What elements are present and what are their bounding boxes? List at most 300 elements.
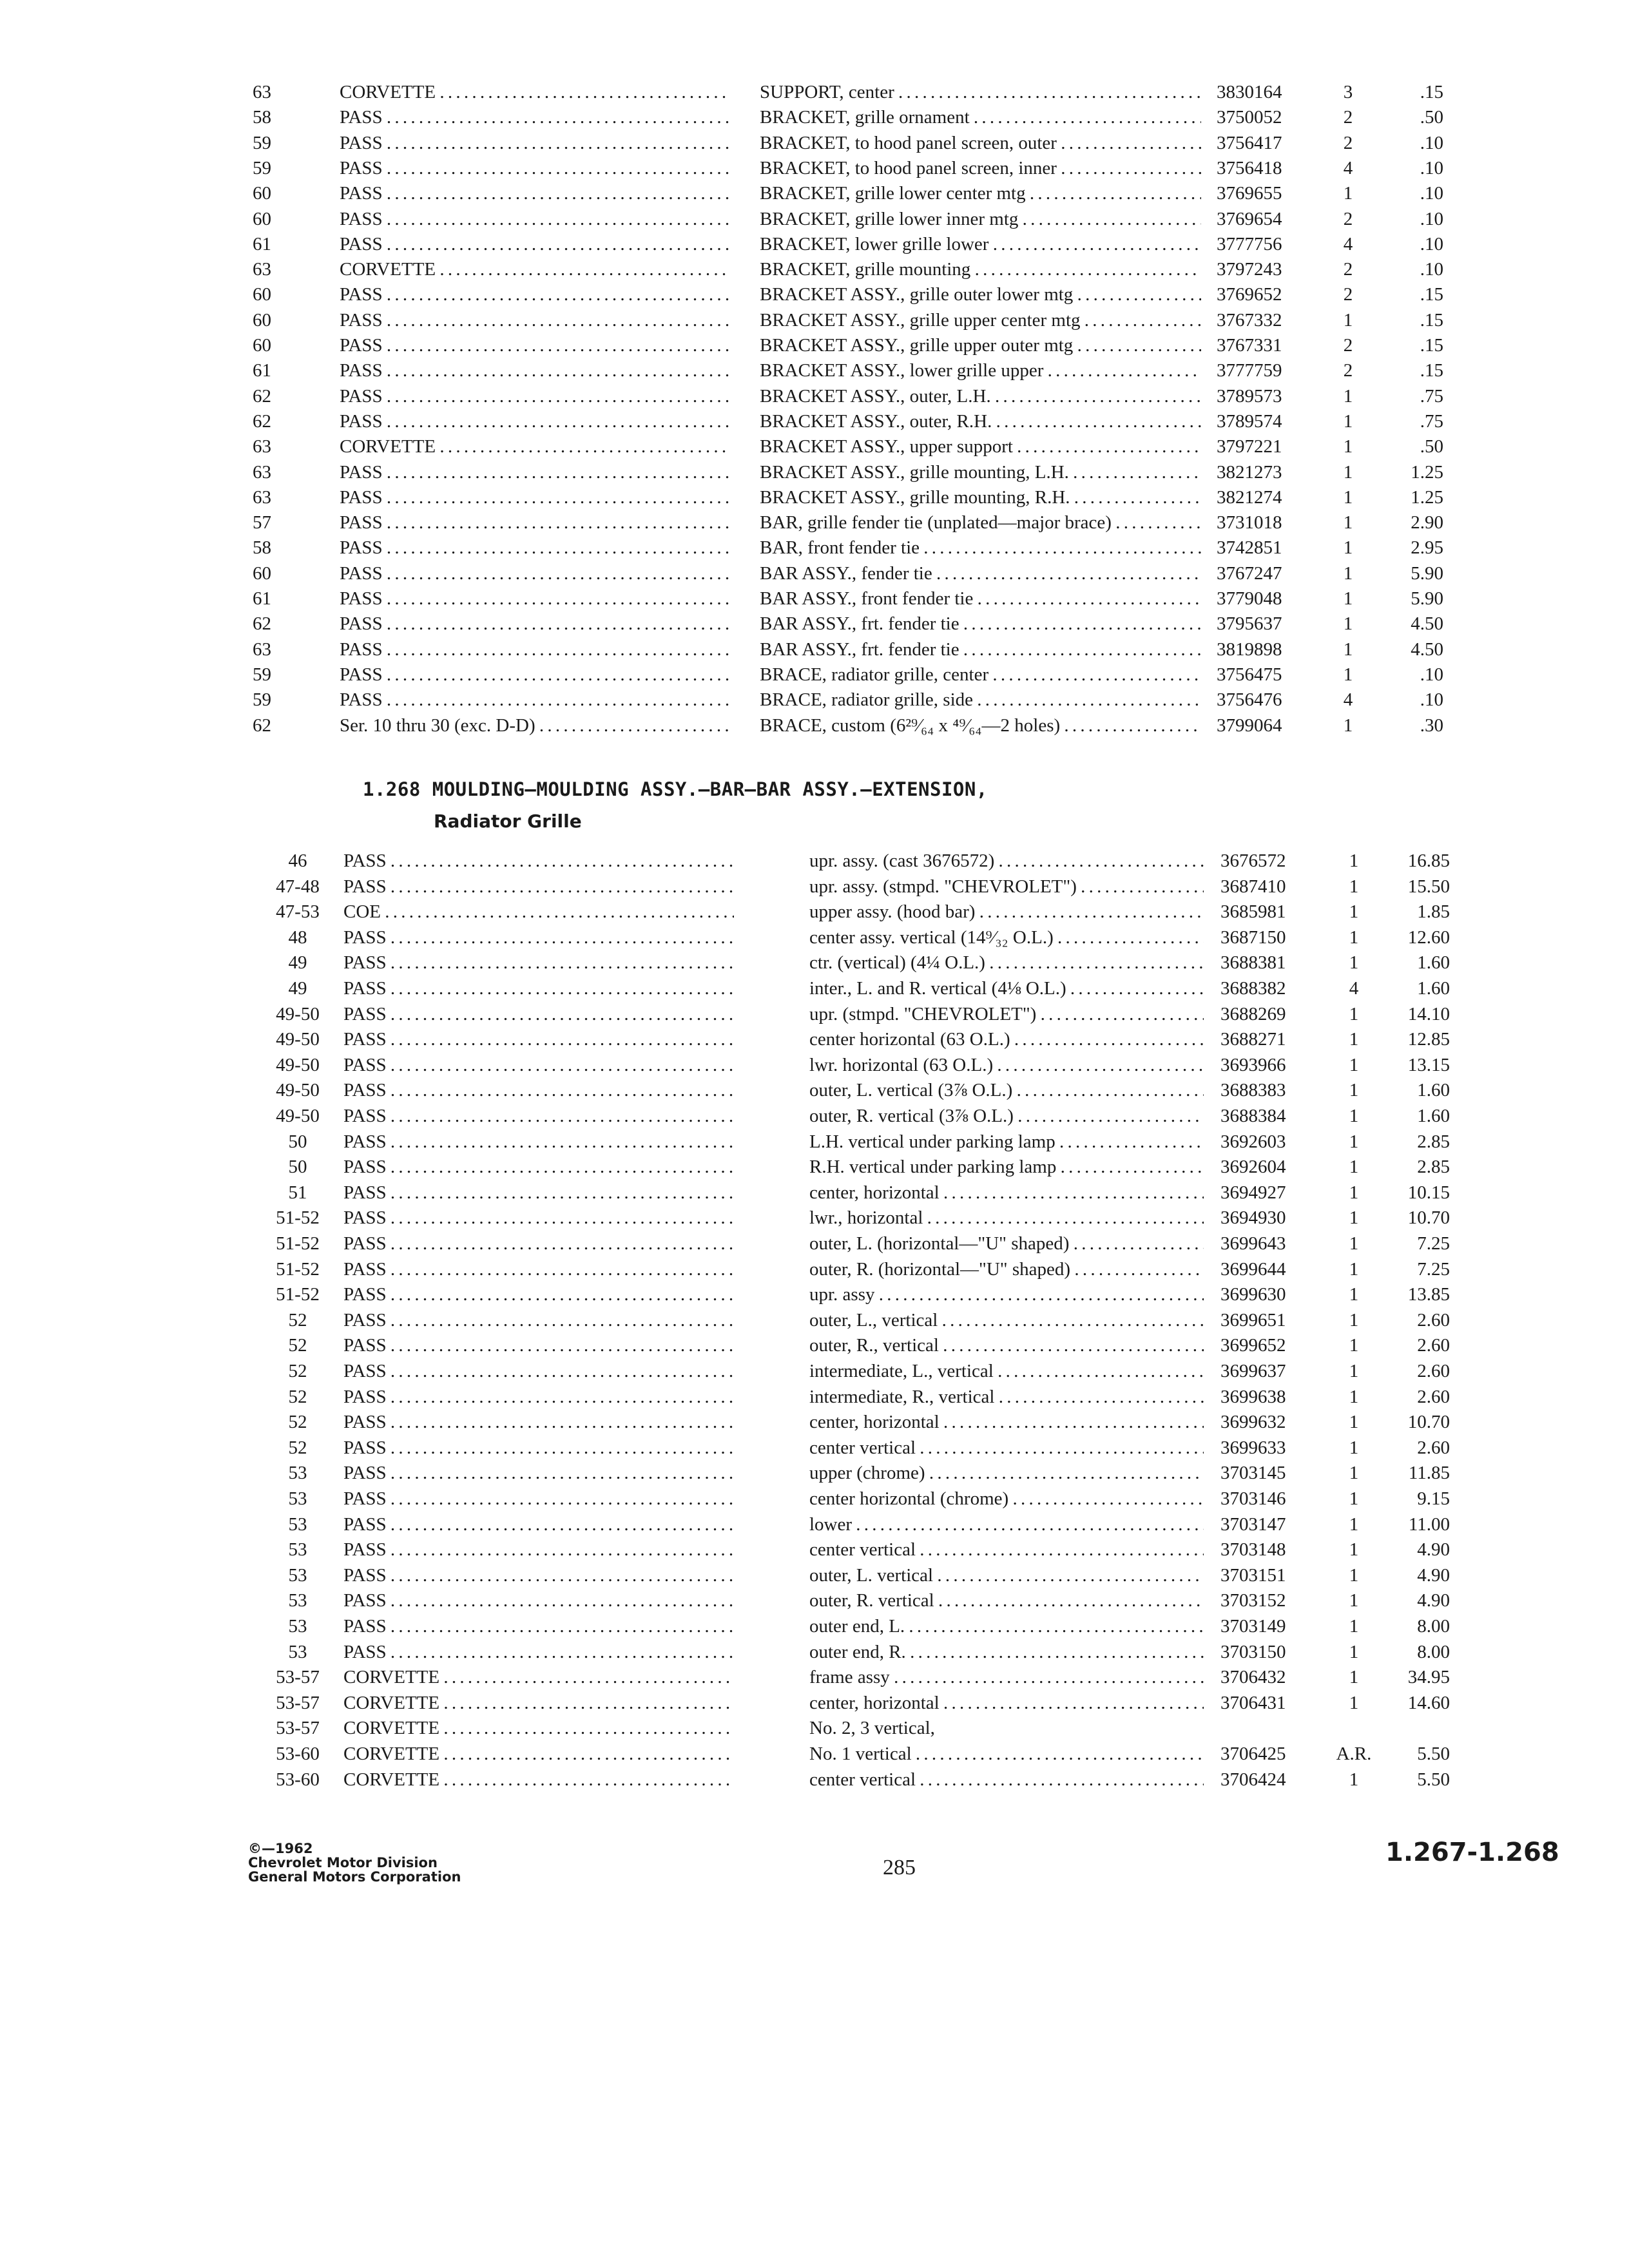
model-cell: PASS . . .: [343, 925, 734, 950]
table-row: [0, 1231, 1629, 1256]
price-cell: .15: [1420, 284, 1443, 305]
part-number-cell: 3789573: [1217, 385, 1282, 407]
part-number-cell: 3703151: [1220, 1564, 1286, 1586]
year-cell: 58: [253, 107, 271, 128]
table-row: [0, 1512, 1629, 1537]
quantity-cell: 1: [1349, 1564, 1359, 1586]
section-subheading: Radiator Grille: [434, 811, 582, 832]
description-cell: BAR ASSY., front fender tie . . .: [760, 586, 1201, 611]
part-number-cell: 3769655: [1217, 183, 1282, 204]
description-cell: center vertical . . .: [809, 1767, 1204, 1792]
description-cell: outer, L., vertical . . .: [809, 1307, 1204, 1333]
model-cell: PASS . . .: [340, 155, 729, 181]
table-row: [0, 713, 1629, 738]
part-number-cell: 3703152: [1220, 1590, 1286, 1611]
table-row: [0, 662, 1629, 687]
part-number-cell: 3687410: [1220, 876, 1286, 897]
model-cell: PASS . . .: [340, 485, 729, 510]
quantity-cell: 1: [1343, 461, 1353, 483]
table-row: [0, 485, 1629, 510]
description-cell: upper (chrome) . . .: [809, 1460, 1204, 1486]
table-row: [0, 637, 1629, 662]
quantity-cell: 1: [1349, 1258, 1359, 1280]
price-cell: .10: [1420, 183, 1443, 204]
model-cell: PASS . . .: [343, 1358, 734, 1384]
price-cell: .10: [1420, 664, 1443, 685]
description-cell: BRACKET, grille mounting . . .: [760, 256, 1201, 282]
quantity-cell: 1: [1349, 1769, 1359, 1790]
year-cell: 51-52: [276, 1258, 320, 1280]
quantity-cell: 1: [1349, 1616, 1359, 1637]
description-cell: upr. assy . . .: [809, 1282, 1204, 1307]
price-cell: 11.00: [1408, 1514, 1450, 1535]
quantity-cell: 1: [1349, 1182, 1359, 1203]
price-cell: 11.85: [1408, 1463, 1450, 1484]
description-cell: BRACKET ASSY., grille upper outer mtg . . .: [760, 332, 1201, 358]
model-cell: CORVETTE . . .: [343, 1767, 734, 1792]
part-number-cell: 3676572: [1220, 850, 1286, 871]
price-cell: .75: [1420, 385, 1443, 407]
part-number-cell: 3694930: [1220, 1207, 1286, 1229]
model-cell: PASS . . .: [343, 950, 734, 975]
table-row: [0, 1358, 1629, 1384]
quantity-cell: 1: [1343, 410, 1353, 432]
division-name: Chevrolet Motor Division: [248, 1855, 438, 1870]
year-cell: 49-50: [276, 1003, 320, 1024]
description-cell: BRACE, custom (6²⁹⁄₆₄ x ⁴⁹⁄₆₄—2 holes) . . .: [760, 713, 1201, 738]
quantity-cell: 1: [1343, 183, 1353, 204]
quantity-cell: 1: [1349, 1692, 1359, 1713]
part-number-cell: 3756418: [1217, 157, 1282, 178]
table-row: [0, 459, 1629, 485]
model-cell: PASS . . .: [340, 282, 729, 307]
model-cell: PASS . . .: [343, 975, 734, 1001]
table-row: [0, 256, 1629, 282]
table-row: [0, 231, 1629, 257]
year-cell: 53: [288, 1641, 307, 1662]
year-cell: 51-52: [276, 1233, 320, 1254]
table-row: [0, 104, 1629, 130]
model-cell: CORVETTE . . .: [340, 434, 729, 459]
description-cell: center vertical . . .: [809, 1435, 1204, 1461]
price-cell: 14.60: [1407, 1692, 1450, 1713]
quantity-cell: 1: [1343, 486, 1353, 508]
model-cell: COE . . .: [343, 899, 734, 925]
part-number-cell: 3694927: [1220, 1182, 1286, 1203]
table-row: [0, 1767, 1629, 1792]
quantity-cell: 1: [1343, 562, 1353, 584]
model-cell: PASS . . .: [340, 130, 729, 156]
model-cell: PASS . . .: [340, 332, 729, 358]
part-number-cell: 3756417: [1217, 132, 1282, 153]
year-cell: 59: [253, 157, 271, 178]
table-row: [0, 561, 1629, 586]
description-cell: center vertical . . .: [809, 1537, 1204, 1562]
price-cell: 1.60: [1417, 978, 1450, 999]
price-cell: 2.60: [1417, 1309, 1450, 1331]
quantity-cell: 2: [1343, 259, 1353, 280]
part-number-cell: 3731018: [1217, 512, 1282, 533]
year-cell: 59: [253, 132, 271, 153]
table-row: [0, 1486, 1629, 1512]
description-cell: outer, R. (horizontal—"U" shaped) . . .: [809, 1256, 1204, 1282]
year-cell: 53-60: [276, 1744, 320, 1764]
quantity-cell: 4: [1343, 157, 1353, 178]
part-number-cell: 3795637: [1217, 613, 1282, 635]
part-number-cell: 3767331: [1217, 335, 1282, 356]
part-number-cell: 3703147: [1220, 1514, 1286, 1535]
quantity-cell: 2: [1343, 284, 1353, 305]
year-cell: 52: [288, 1335, 307, 1356]
quantity-cell: 3: [1343, 82, 1353, 102]
table-row: [0, 1180, 1629, 1206]
model-cell: PASS . . .: [343, 1409, 734, 1435]
price-cell: 4.90: [1417, 1564, 1450, 1586]
price-cell: 4.50: [1411, 613, 1443, 635]
description-cell: intermediate, R., vertical . . .: [809, 1384, 1204, 1410]
model-cell: PASS . . .: [343, 1205, 734, 1231]
price-cell: .15: [1420, 360, 1443, 381]
part-number-cell: 3750052: [1217, 107, 1282, 128]
quantity-cell: 1: [1349, 952, 1359, 974]
year-cell: 53: [288, 1539, 307, 1561]
price-cell: 13.15: [1407, 1054, 1450, 1075]
model-cell: CORVETTE . . .: [343, 1690, 734, 1716]
part-number-cell: 3821274: [1217, 486, 1282, 508]
table-row: [0, 434, 1629, 459]
model-cell: PASS . . .: [343, 1332, 734, 1358]
part-number-cell: 3797221: [1217, 436, 1282, 457]
description-cell: BRACKET, grille ornament . . .: [760, 104, 1201, 130]
description-cell: BAR ASSY., frt. fender tie . . .: [760, 611, 1201, 637]
description-cell: R.H. vertical under parking lamp . . .: [809, 1154, 1204, 1180]
price-cell: 8.00: [1417, 1616, 1450, 1637]
quantity-cell: 1: [1349, 1207, 1359, 1229]
table-row: [0, 1103, 1629, 1129]
part-number-cell: 3699652: [1220, 1335, 1286, 1356]
table-row: [0, 1613, 1629, 1639]
part-number-cell: 3699632: [1220, 1412, 1286, 1433]
year-cell: 49: [288, 978, 307, 999]
year-cell: 52: [288, 1309, 307, 1331]
price-cell: 9.15: [1417, 1488, 1450, 1509]
model-cell: PASS . . .: [340, 206, 729, 232]
copyright-year: ©—1962: [248, 1841, 313, 1856]
price-cell: 2.60: [1417, 1361, 1450, 1381]
price-cell: 5.90: [1411, 562, 1443, 584]
section-heading: 1.268 MOULDING—MOULDING ASSY.—BAR—BAR ASSY.—EXTENSION,: [363, 778, 988, 800]
table-row: [0, 1690, 1629, 1716]
price-cell: 12.60: [1407, 927, 1450, 948]
description-cell: frame assy . . .: [809, 1664, 1204, 1690]
price-cell: 10.70: [1407, 1207, 1450, 1229]
description-cell: BRACKET, grille lower center mtg . . .: [760, 180, 1201, 206]
description-cell: ctr. (vertical) (4¼ O.L.) . . .: [809, 950, 1204, 975]
price-cell: 2.85: [1417, 1157, 1450, 1178]
price-cell: 2.85: [1417, 1131, 1450, 1152]
quantity-cell: 1: [1349, 1488, 1359, 1509]
year-cell: 63: [253, 82, 271, 102]
description-cell: outer, R. vertical . . .: [809, 1588, 1204, 1613]
price-cell: 12.85: [1407, 1029, 1450, 1050]
model-cell: PASS . . .: [343, 1512, 734, 1537]
year-cell: 47-48: [276, 876, 320, 897]
quantity-cell: 1: [1349, 1309, 1359, 1331]
quantity-cell: 2: [1343, 132, 1353, 153]
description-cell: center horizontal (chrome) . . .: [809, 1486, 1204, 1512]
table-row: [0, 206, 1629, 232]
description-cell: L.H. vertical under parking lamp . . .: [809, 1129, 1204, 1155]
description-cell: BRACKET ASSY., grille outer lower mtg . . .: [760, 282, 1201, 307]
year-cell: 53: [288, 1616, 307, 1637]
quantity-cell: 4: [1343, 233, 1353, 255]
part-number-cell: 3706424: [1220, 1769, 1286, 1790]
quantity-cell: 1: [1349, 1233, 1359, 1254]
quantity-cell: 1: [1343, 715, 1353, 736]
quantity-cell: 2: [1343, 107, 1353, 128]
model-cell: PASS . . .: [343, 1256, 734, 1282]
quantity-cell: 1: [1349, 1131, 1359, 1152]
table-row: [0, 1664, 1629, 1690]
model-cell: PASS . . .: [340, 611, 729, 637]
part-number-cell: 3693966: [1220, 1054, 1286, 1075]
year-cell: 46: [288, 850, 307, 871]
table-row: [0, 510, 1629, 535]
year-cell: 49-50: [276, 1080, 320, 1101]
part-number-cell: 3706431: [1220, 1692, 1286, 1713]
price-cell: 13.85: [1407, 1284, 1450, 1305]
model-cell: PASS . . .: [343, 1460, 734, 1486]
quantity-cell: 1: [1349, 1029, 1359, 1050]
year-cell: 63: [253, 461, 271, 483]
description-cell: lower . . .: [809, 1512, 1204, 1537]
description-cell: BRACE, radiator grille, center . . .: [760, 662, 1201, 687]
table-row: [0, 874, 1629, 899]
table-row: [0, 1332, 1629, 1358]
price-cell: 7.25: [1417, 1233, 1450, 1254]
quantity-cell: 1: [1349, 1335, 1359, 1356]
year-cell: 63: [253, 436, 271, 457]
quantity-cell: 1: [1349, 1361, 1359, 1381]
price-cell: 34.95: [1407, 1667, 1450, 1688]
quantity-cell: 1: [1349, 927, 1359, 948]
quantity-cell: 1: [1349, 1437, 1359, 1458]
table-row: [0, 307, 1629, 333]
price-cell: 1.85: [1417, 901, 1450, 923]
price-cell: 15.50: [1407, 876, 1450, 897]
table-row: [0, 358, 1629, 383]
model-cell: PASS . . .: [340, 662, 729, 687]
price-cell: .75: [1420, 410, 1443, 432]
price-cell: 2.60: [1417, 1335, 1450, 1356]
table-row: [0, 1639, 1629, 1665]
quantity-cell: 1: [1349, 1054, 1359, 1075]
model-cell: PASS . . .: [340, 535, 729, 561]
page-number: 285: [883, 1856, 916, 1879]
year-cell: 60: [253, 335, 271, 356]
description-cell: outer, R. vertical (3⅞ O.L.) . . .: [809, 1103, 1204, 1129]
price-cell: 2.60: [1417, 1437, 1450, 1458]
price-cell: .10: [1420, 689, 1443, 711]
description-cell: BAR, front fender tie . . .: [760, 535, 1201, 561]
description-cell: BRACKET ASSY., outer, L.H. . . .: [760, 383, 1201, 409]
quantity-cell: 1: [1349, 850, 1359, 871]
year-cell: 51-52: [276, 1284, 320, 1305]
quantity-cell: 1: [1349, 1003, 1359, 1024]
price-cell: 1.60: [1417, 1080, 1450, 1101]
year-cell: 62: [253, 613, 271, 635]
description-cell: BRACKET ASSY., grille mounting, L.H. . . .: [760, 459, 1201, 485]
description-cell: outer, L. (horizontal—"U" shaped) . . .: [809, 1231, 1204, 1256]
part-number-cell: 3706425: [1220, 1744, 1286, 1764]
model-cell: PASS . . .: [343, 1129, 734, 1155]
description-cell: lwr. horizontal (63 O.L.) . . .: [809, 1052, 1204, 1078]
section-reference: 1.267-1.268: [1385, 1838, 1559, 1867]
description-cell: upr. assy. (cast 3676572) . . .: [809, 848, 1204, 874]
model-cell: PASS . . .: [343, 1026, 734, 1052]
description-cell: outer end, L. . . .: [809, 1613, 1204, 1639]
table-row: [0, 1001, 1629, 1027]
table-row: [0, 1562, 1629, 1588]
year-cell: 52: [288, 1361, 307, 1381]
price-cell: .15: [1420, 309, 1443, 331]
price-cell: .50: [1420, 436, 1443, 457]
description-cell: BAR ASSY., fender tie . . .: [760, 561, 1201, 586]
model-cell: CORVETTE . . .: [340, 256, 729, 282]
part-number-cell: 3685981: [1220, 901, 1286, 923]
part-number-cell: 3797243: [1217, 259, 1282, 280]
price-cell: 14.10: [1407, 1003, 1450, 1024]
quantity-cell: 1: [1343, 537, 1353, 559]
price-cell: 1.60: [1417, 1106, 1450, 1126]
table-row: [0, 1282, 1629, 1307]
price-cell: 1.60: [1417, 952, 1450, 974]
year-cell: 62: [253, 410, 271, 432]
model-cell: PASS . . .: [340, 383, 729, 409]
year-cell: 53: [288, 1564, 307, 1586]
year-cell: 62: [253, 385, 271, 407]
year-cell: 60: [253, 309, 271, 331]
part-number-cell: 3756476: [1217, 689, 1282, 711]
table-row: [0, 687, 1629, 713]
table-row: [0, 1384, 1629, 1410]
description-cell: SUPPORT, center . . .: [760, 79, 1201, 105]
table-row: [0, 1052, 1629, 1078]
year-cell: 50: [288, 1157, 307, 1178]
year-cell: 53-57: [276, 1718, 320, 1739]
quantity-cell: 2: [1343, 335, 1353, 356]
year-cell: 63: [253, 259, 271, 280]
description-cell: BRACKET, to hood panel screen, inner . . .: [760, 155, 1201, 181]
price-cell: 7.25: [1417, 1258, 1450, 1280]
table-row: [0, 408, 1629, 434]
part-number-cell: 3779048: [1217, 588, 1282, 609]
part-number-cell: 3703145: [1220, 1463, 1286, 1484]
price-cell: 2.90: [1411, 512, 1443, 533]
year-cell: 53-57: [276, 1692, 320, 1713]
table-row: [0, 383, 1629, 409]
price-cell: 4.50: [1411, 639, 1443, 660]
part-number-cell: 3688269: [1220, 1003, 1286, 1024]
quantity-cell: 1: [1343, 664, 1353, 685]
year-cell: 47-53: [276, 901, 320, 923]
year-cell: 59: [253, 689, 271, 711]
part-number-cell: 3777759: [1217, 360, 1282, 381]
quantity-cell: 1: [1349, 1590, 1359, 1611]
year-cell: 49: [288, 952, 307, 974]
description-cell: No. 2, 3 vertical,: [809, 1718, 935, 1739]
model-cell: PASS . . .: [340, 358, 729, 383]
year-cell: 60: [253, 208, 271, 229]
model-cell: PASS . . .: [340, 561, 729, 586]
part-number-cell: 3703146: [1220, 1488, 1286, 1509]
quantity-cell: 1: [1349, 876, 1359, 897]
table-row: [0, 1741, 1629, 1767]
quantity-cell: 1: [1349, 1463, 1359, 1484]
price-cell: .15: [1420, 335, 1443, 356]
part-number-cell: 3742851: [1217, 537, 1282, 559]
table-row: [0, 1205, 1629, 1231]
year-cell: 61: [253, 233, 271, 255]
model-cell: CORVETTE . . .: [343, 1664, 734, 1690]
year-cell: 52: [288, 1386, 307, 1407]
description-cell: No. 1 vertical . . .: [809, 1741, 1204, 1767]
part-number-cell: 3688383: [1220, 1080, 1286, 1101]
year-cell: 62: [253, 715, 271, 736]
year-cell: 49-50: [276, 1054, 320, 1075]
part-number-cell: 3769652: [1217, 284, 1282, 305]
model-cell: PASS . . .: [343, 1103, 734, 1129]
part-number-cell: 3830164: [1217, 82, 1282, 102]
quantity-cell: 1: [1349, 1641, 1359, 1662]
year-cell: 53: [288, 1590, 307, 1611]
model-cell: PASS . . .: [340, 586, 729, 611]
description-cell: lwr., horizontal . . .: [809, 1205, 1204, 1231]
table-row: [0, 950, 1629, 975]
price-cell: 4.90: [1417, 1590, 1450, 1611]
description-cell: inter., L. and R. vertical (4⅛ O.L.) . . .: [809, 975, 1204, 1001]
quantity-cell: 1: [1349, 1284, 1359, 1305]
description-cell: BRACKET ASSY., grille mounting, R.H. . . .: [760, 485, 1201, 510]
model-cell: PASS . . .: [343, 1639, 734, 1665]
table-row: [0, 1435, 1629, 1461]
year-cell: 49-50: [276, 1106, 320, 1126]
part-number-cell: 3706432: [1220, 1667, 1286, 1688]
model-cell: PASS . . .: [343, 874, 734, 899]
description-cell: center assy. vertical (14⁹⁄₃₂ O.L.) . . .: [809, 925, 1204, 950]
price-cell: .10: [1420, 208, 1443, 229]
quantity-cell: 1: [1349, 1667, 1359, 1688]
model-cell: PASS . . .: [343, 1180, 734, 1206]
table-row: [0, 1588, 1629, 1613]
table-row: [0, 1460, 1629, 1486]
quantity-cell: 4: [1349, 978, 1359, 999]
description-cell: BRACKET, grille lower inner mtg . . .: [760, 206, 1201, 232]
description-cell: center horizontal (63 O.L.) . . .: [809, 1026, 1204, 1052]
year-cell: 53-57: [276, 1667, 320, 1688]
part-number-cell: 3703149: [1220, 1616, 1286, 1637]
description-cell: BRACE, radiator grille, side . . .: [760, 687, 1201, 713]
part-number-cell: 3699651: [1220, 1309, 1286, 1331]
quantity-cell: 2: [1343, 360, 1353, 381]
description-cell: intermediate, L., vertical . . .: [809, 1358, 1204, 1384]
price-cell: .10: [1420, 157, 1443, 178]
quantity-cell: 1: [1349, 1106, 1359, 1126]
table-row: [0, 975, 1629, 1001]
description-cell: BRACKET ASSY., lower grille upper . . .: [760, 358, 1201, 383]
quantity-cell: 1: [1343, 613, 1353, 635]
copyright-block: [248, 1841, 461, 1884]
